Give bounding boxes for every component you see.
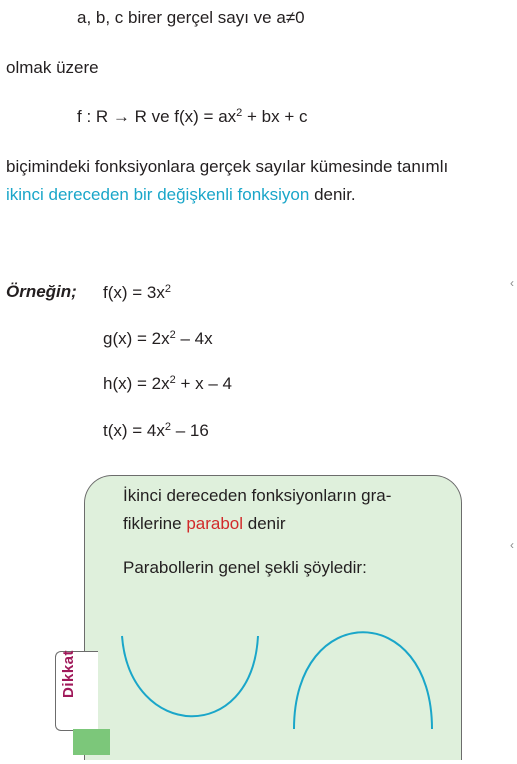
note-line-2-post: denir (243, 514, 286, 533)
example-h-tail: + x – 4 (175, 374, 232, 393)
note-term-parabol: parabol (186, 514, 244, 533)
note-line-3: Parabollerin genel şekli şöyledir: (123, 558, 367, 577)
dikkat-label: Dikkat (60, 649, 77, 698)
note-line-1: İkinci dereceden fonksiyonların gra- (123, 486, 392, 505)
example-t-main: t(x) = 4x (103, 421, 165, 440)
example-f-main: f(x) = 3x (103, 283, 165, 302)
example-f-exp: 2 (164, 283, 171, 295)
examples-label: Örneğin; (6, 282, 77, 301)
example-g-main: g(x) = 2x (103, 329, 170, 348)
definition-suffix: denir. (309, 185, 356, 204)
formula-main: f : R → R ve f(x) = ax (77, 107, 237, 126)
example-f (103, 283, 171, 303)
note-line-2 (123, 514, 286, 534)
definition-line-2: olmak üzere (6, 58, 99, 77)
definition-line-4: biçimindeki fonksiyonlara gerçek sayılar kümesinde tanımlı (6, 157, 449, 176)
definition-line-5 (6, 185, 356, 205)
definition-term: ikinci dereceden bir değişkenli fonksiyon (6, 185, 310, 204)
formula-tail: + bx + c (242, 107, 308, 126)
example-g-exp: 2 (169, 329, 176, 341)
definition-formula (77, 107, 308, 127)
definition-line-1: a, b, c birer gerçel sayı ve a≠0 (77, 8, 305, 27)
example-t (103, 421, 209, 441)
note-line-2-pre: fiklerine (123, 514, 187, 533)
example-t-exp: 2 (164, 421, 171, 433)
example-g (103, 329, 213, 349)
example-t-tail: – 16 (171, 421, 209, 440)
formula-exponent: 2 (236, 107, 243, 119)
edge-mark-top: ‹ (510, 276, 514, 290)
example-h-exp: 2 (169, 374, 176, 386)
example-h-main: h(x) = 2x (103, 374, 170, 393)
example-g-tail: – 4x (175, 329, 213, 348)
dikkat-green-marker (73, 729, 110, 755)
edge-mark-bottom: ‹ (510, 538, 514, 552)
example-h (103, 374, 232, 394)
